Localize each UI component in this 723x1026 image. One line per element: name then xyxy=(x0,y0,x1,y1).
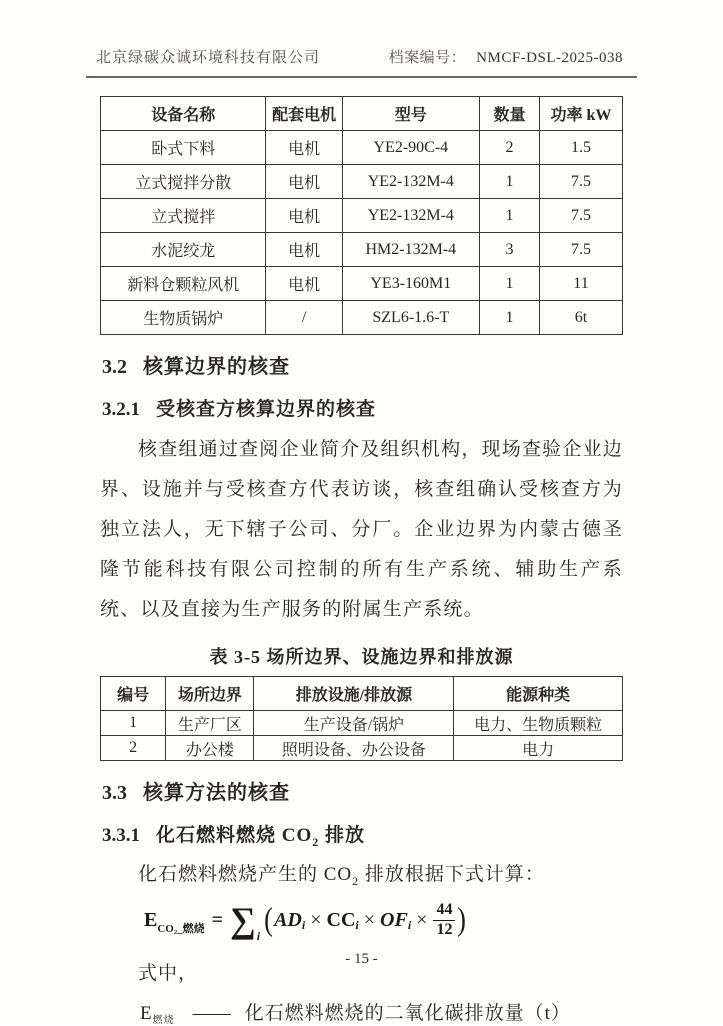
cell-model: YE2-90C-4 xyxy=(342,131,479,165)
col-header-energy: 能源种类 xyxy=(454,677,623,711)
cell-power: 1.5 xyxy=(539,131,622,165)
cell-motor: / xyxy=(266,301,342,335)
col-header-model: 型号 xyxy=(342,97,479,131)
fraction-denominator: 12 xyxy=(433,920,455,939)
formula-lhs xyxy=(144,908,205,935)
term-AD-subscript: i xyxy=(301,917,306,932)
calc-intro-suffix: 排放根据下式计算： xyxy=(359,864,545,885)
page-header xyxy=(86,46,637,78)
cell-power: 11 xyxy=(539,267,622,301)
section-title: 核算方法的核查 xyxy=(143,782,290,804)
section-title: 核算边界的核查 xyxy=(143,356,290,378)
cell-quantity: 1 xyxy=(479,165,539,199)
section-heading-3-3 xyxy=(102,776,623,805)
col-header-power: 功率 kW xyxy=(539,97,622,131)
section-heading-3-2 xyxy=(102,350,623,379)
multiply-sign: × xyxy=(416,908,428,931)
cell-energy: 电力 xyxy=(454,736,623,761)
symbol-description: 化石燃料燃烧的二氧化碳排放量（t） xyxy=(244,1003,571,1024)
cell-site: 生产厂区 xyxy=(166,711,254,736)
equipment-table xyxy=(100,96,623,335)
lhs-base: E xyxy=(144,908,158,931)
col-header-source: 排放设施/排放源 xyxy=(254,677,454,711)
col-header-id: 编号 xyxy=(101,677,166,711)
section-title: 受核查方核算边界的核查 xyxy=(156,399,377,420)
table-caption: 表 3-5 场所边界、设施边界和排放源 xyxy=(209,647,514,667)
cell-device: 水泥绞龙 xyxy=(101,233,266,267)
cell-quantity: 3 xyxy=(479,233,539,267)
section-heading-3-2-1 xyxy=(102,394,623,421)
table-row xyxy=(101,267,623,301)
cell-power: 6t xyxy=(539,301,622,335)
term-AD: AD xyxy=(274,908,302,931)
cell-motor: 电机 xyxy=(266,267,342,301)
definition-dash: —— xyxy=(192,1003,231,1024)
fraction-44-12 xyxy=(433,901,455,939)
table-row xyxy=(101,131,623,165)
section-number: 3.3 xyxy=(102,782,127,804)
cell-source: 生产设备/锅炉 xyxy=(254,711,454,736)
cell-quantity: 2 xyxy=(479,131,539,165)
paragraph-boundary-review: 核查组通过查阅企业简介及组织机构，现场查验企业边界、设施并与受核查方代表访谈，核查组确认受核查方为独立法人，无下辖子公司、分厂。企业边界为内蒙古德圣隆节能科技有限公司控制的所有生产系统、辅助生产系统、以及直接为生产服务的附属生产系统。 xyxy=(100,439,623,620)
multiply-sign: × xyxy=(310,908,322,931)
col-header-site: 场所边界 xyxy=(166,677,254,711)
table-row xyxy=(101,233,623,267)
term-CC: CC xyxy=(326,908,356,931)
file-number-label: 档案编号： xyxy=(388,50,467,66)
co2-subscript: 2 xyxy=(312,834,320,849)
cell-quantity: 1 xyxy=(479,199,539,233)
section-title-prefix: 化石燃料燃烧 CO xyxy=(156,825,313,846)
table-row xyxy=(101,199,623,233)
cell-id: 1 xyxy=(101,711,166,736)
table-row xyxy=(101,301,623,335)
section-number: 3.2 xyxy=(102,356,127,378)
file-number-group xyxy=(389,46,623,67)
cell-motor: 电机 xyxy=(266,131,342,165)
col-header-quantity: 数量 xyxy=(479,97,539,131)
cell-power: 7.5 xyxy=(539,165,622,199)
cell-model: YE3-160M1 xyxy=(342,267,479,301)
cell-motor: 电机 xyxy=(266,165,342,199)
co2-subscript: 2 xyxy=(352,873,360,888)
fraction-numerator: 44 xyxy=(436,901,453,919)
cell-id: 2 xyxy=(101,736,166,761)
sigma-index: i xyxy=(256,929,261,943)
cell-model: YE2-132M-4 xyxy=(342,199,479,233)
formula-where-line: 式中， xyxy=(138,963,199,984)
equals-sign: = xyxy=(211,908,224,931)
cell-energy: 电力、生物质颗粒 xyxy=(454,711,623,736)
company-name: 北京绿碳众诚环境科技有限公司 xyxy=(96,50,321,66)
cell-motor: 电机 xyxy=(266,233,342,267)
term-OF: OF xyxy=(380,908,408,931)
boundary-table-header-row xyxy=(101,677,623,711)
cell-power: 7.5 xyxy=(539,233,622,267)
section-number: 3.2.1 xyxy=(102,399,140,420)
section-heading-3-3-1 xyxy=(102,820,623,847)
sigma-symbol: ∑ xyxy=(230,900,256,940)
cell-source: 照明设备、办公设备 xyxy=(254,736,454,761)
section-number: 3.3.1 xyxy=(102,825,140,846)
col-header-device: 设备名称 xyxy=(101,97,266,131)
table-row xyxy=(101,711,623,736)
multiply-sign: × xyxy=(363,908,376,931)
cell-motor: 电机 xyxy=(266,199,342,233)
close-paren: ) xyxy=(457,901,467,938)
cell-device: 立式搅拌分散 xyxy=(101,165,266,199)
table-row xyxy=(101,736,623,761)
calc-intro-prefix: 化石燃料燃烧产生的 CO xyxy=(138,864,353,885)
cell-model: HM2-132M-4 xyxy=(342,233,479,267)
symbol-subscript: 燃烧 xyxy=(152,1015,175,1026)
file-number: NMCF-DSL-2025-038 xyxy=(476,50,623,66)
open-paren: ( xyxy=(264,901,273,938)
cell-device: 卧式下料 xyxy=(101,131,266,165)
cell-model: SZL6-1.6-T xyxy=(342,301,479,335)
lhs-subscript: CO₂_燃烧 xyxy=(157,922,205,935)
cell-quantity: 1 xyxy=(479,267,539,301)
symbol-base: E xyxy=(140,1003,153,1024)
page-number: - 15 - xyxy=(345,951,378,967)
cell-model: YE2-132M-4 xyxy=(342,165,479,199)
cell-power: 7.5 xyxy=(539,199,622,233)
cell-quantity: 1 xyxy=(479,301,539,335)
cell-device: 新料仓颗粒风机 xyxy=(101,267,266,301)
symbol-definition-line xyxy=(100,998,623,1025)
calc-intro-line xyxy=(100,859,623,886)
cell-device: 生物质锅炉 xyxy=(101,301,266,335)
section-title-suffix: 排放 xyxy=(319,825,366,846)
cell-device: 立式搅拌 xyxy=(101,199,266,233)
co2-emission-formula xyxy=(144,894,623,946)
term-OF-subscript: i xyxy=(407,917,412,932)
table-row xyxy=(101,165,623,199)
col-header-motor: 配套电机 xyxy=(266,97,342,131)
boundary-table xyxy=(100,676,623,761)
term-CC-subscript: i xyxy=(355,917,359,932)
cell-site: 办公楼 xyxy=(166,736,254,761)
equipment-table-header-row xyxy=(101,97,623,131)
